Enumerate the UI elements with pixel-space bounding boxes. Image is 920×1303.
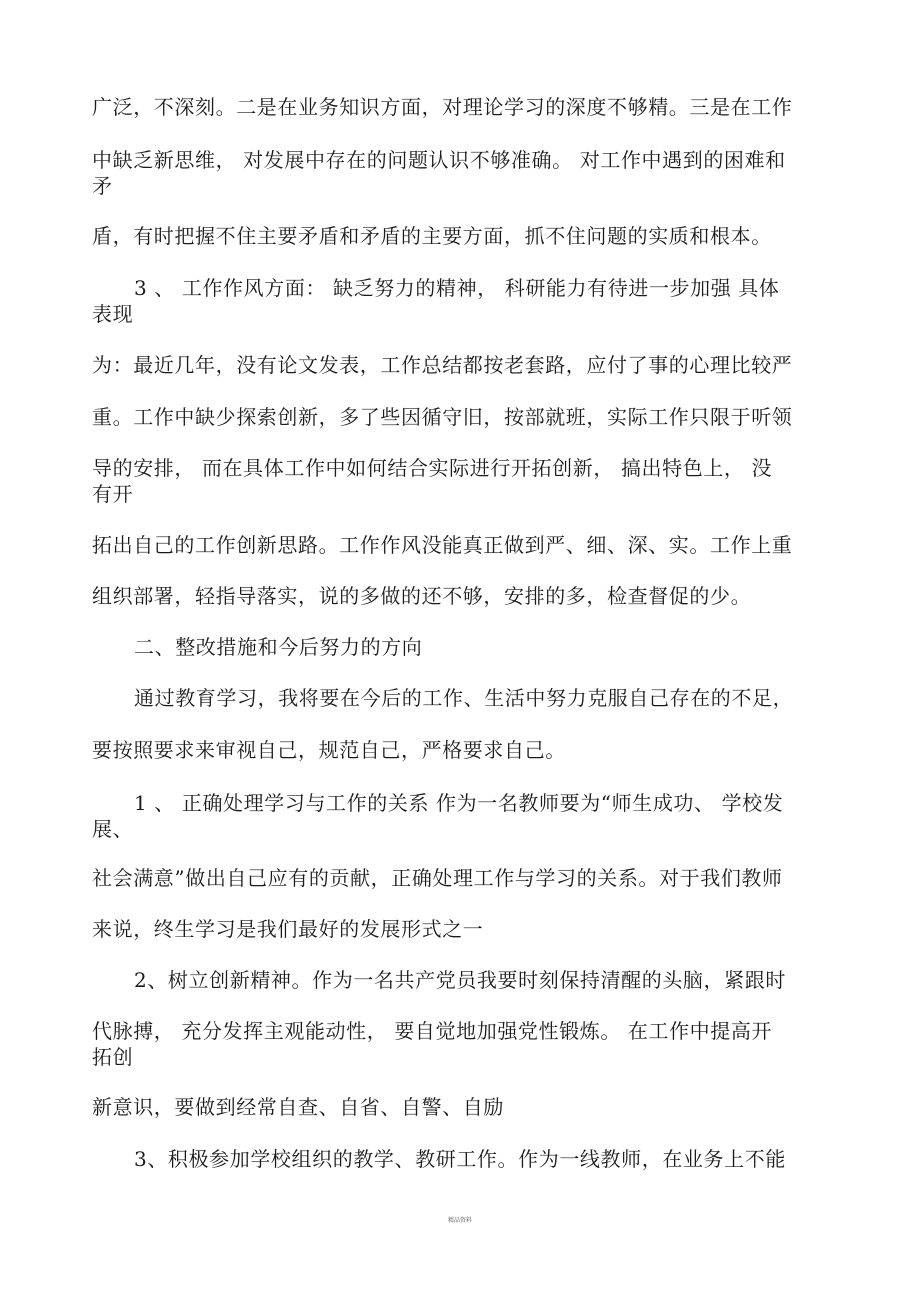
text-line: 有开 bbox=[92, 482, 134, 506]
section-heading: 二、整改措施和今后努力的方向 bbox=[134, 635, 423, 659]
text-line: 要按照要求来审视自己，规范自己，严格要求自己。 bbox=[92, 738, 566, 762]
text-line: 2、树立创新精神。作为一名共产党员我要时刻保持清醒的头脑，紧跟时 bbox=[134, 968, 786, 992]
text-line: 1 、 正确处理学习与工作的关系 作为一名教师要为“师生成功、 学校发 bbox=[134, 791, 784, 815]
text-line: 广泛，不深刻。二是在业务知识方面，对理论学习的深度不够精。三是在工作 bbox=[92, 95, 793, 119]
text-line: 拓创 bbox=[92, 1045, 134, 1069]
text-line: 表现 bbox=[92, 302, 134, 326]
text-line: 为：最近几年，没有论文发表，工作总结都按老套路，应付了事的心理比较严 bbox=[92, 353, 793, 377]
text-line: 中缺乏新思维， 对发展中存在的问题认识不够准确。 对工作中遇到的困难和 bbox=[92, 148, 786, 172]
text-line: 来说，终生学习是我们最好的发展形式之一 bbox=[92, 917, 484, 941]
text-line: 3 、 工作作风方面： 缺乏努力的精神， 科研能力有待进一步加强 具体 bbox=[134, 276, 780, 300]
text-line: 代脉搏， 充分发挥主观能动性， 要自觉地加强党性锻炼。 在工作中提高开 bbox=[92, 1019, 773, 1043]
text-line: 通过教育学习，我将要在今后的工作、生活中努力克服自己存在的不足， bbox=[134, 686, 794, 710]
text-line: 组织部署，轻指导落实，说的多做的还不够，安排的多，检查督促的少。 bbox=[92, 584, 752, 608]
text-line: 新意识，要做到经常自查、自省、自警、自励 bbox=[92, 1095, 504, 1119]
text-line: 盾，有时把握不住主要矛盾和矛盾的主要方面，抓不住问题的实质和根本。 bbox=[92, 224, 772, 248]
text-line: 拓出自己的工作创新思路。工作作风没能真正做到严、细、深、实。工作上重 bbox=[92, 533, 793, 557]
text-line: 展、 bbox=[92, 817, 134, 841]
text-line: 矛 bbox=[92, 174, 113, 198]
text-line: 导的安排， 而在具体工作中如何结合实际进行开拓创新， 搞出特色上， 没 bbox=[92, 456, 773, 480]
text-line: 3、积极参加学校组织的教学、教研工作。作为一线教师，在业务上不能 bbox=[134, 1147, 786, 1171]
text-line: 重。工作中缺少探索创新，多了些因循守旧，按部就班，实际工作只限于听领 bbox=[92, 405, 793, 429]
text-line: 社会满意”做出自己应有的贡献，正确处理工作与学习的关系。对于我们教师 bbox=[92, 866, 783, 890]
page-footer: 精品资料 bbox=[447, 1217, 472, 1224]
